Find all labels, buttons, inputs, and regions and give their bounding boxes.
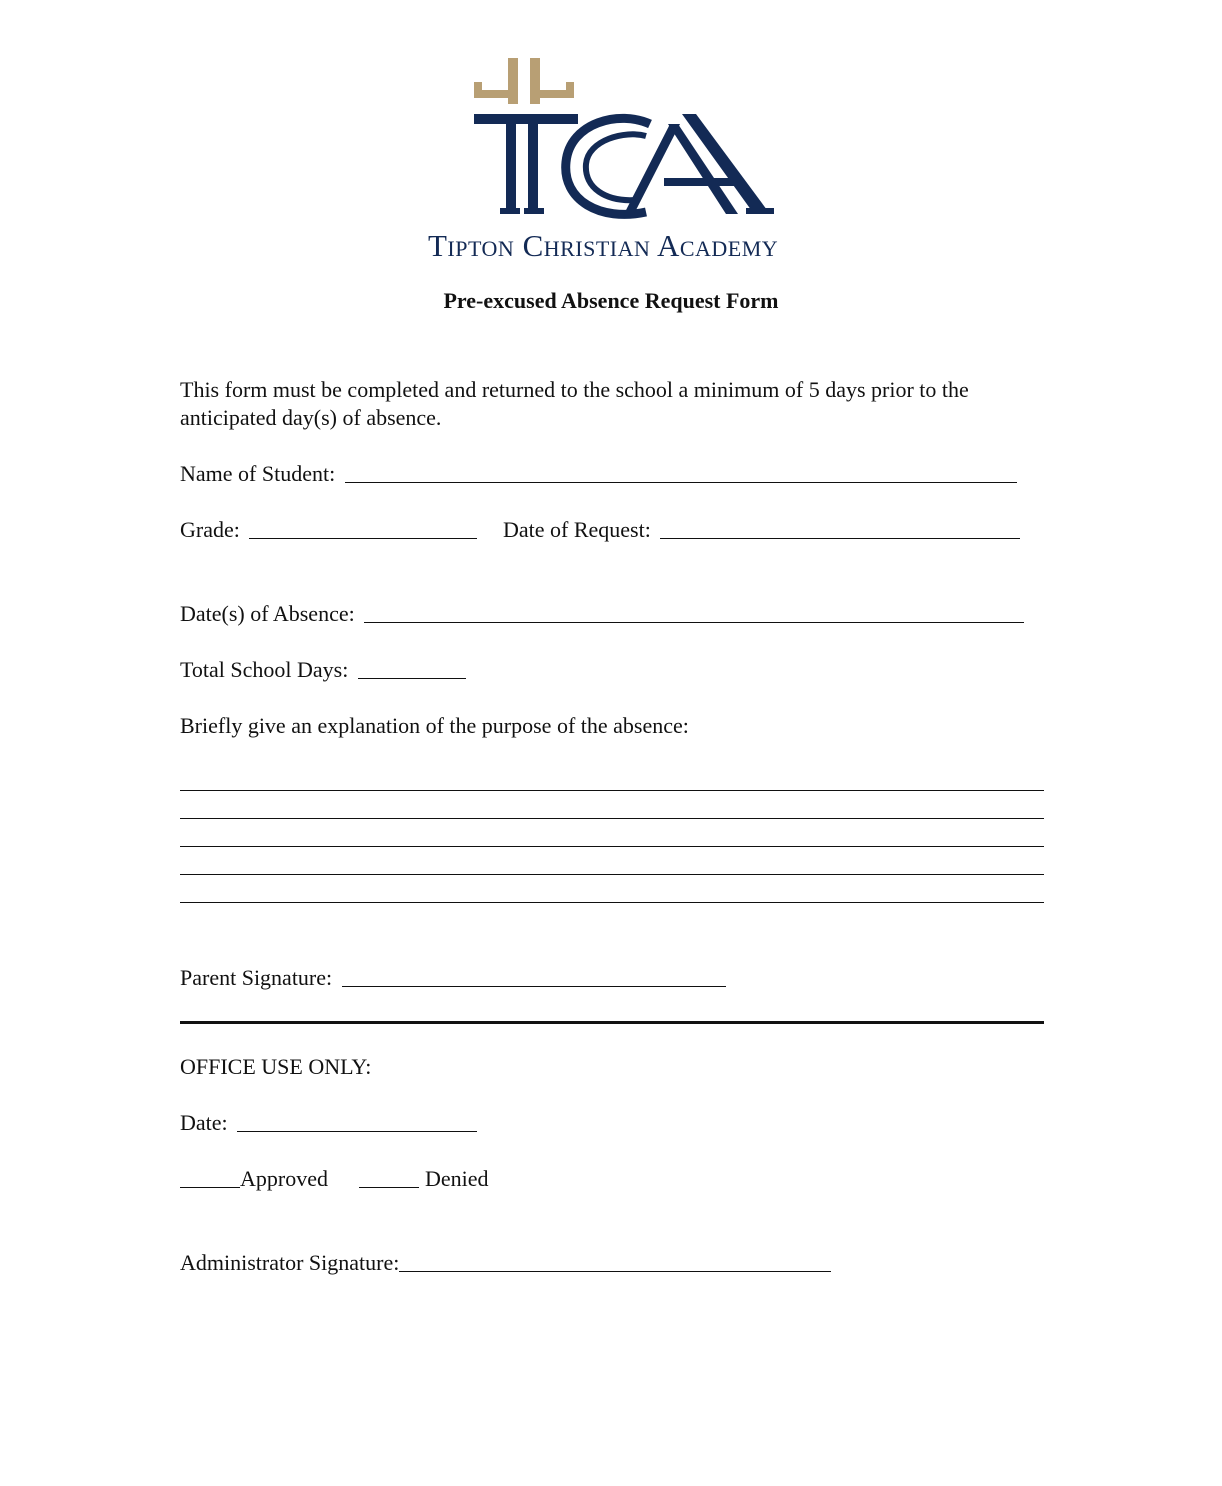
form-title: Pre-excused Absence Request Form [443,288,779,313]
total-days-row [180,656,466,684]
total-days-field[interactable] [358,658,466,679]
decision-row [180,1165,489,1193]
parent-signature-field[interactable] [342,966,726,987]
admin-signature-row [180,1249,831,1277]
explanation-label: Briefly give an explanation of the purpose of the absence: [180,713,689,738]
denied-label: Denied [424,1166,489,1191]
parent-signature-row [180,964,726,992]
dates-absence-label: Date(s) of Absence: [180,601,355,626]
office-date-row [180,1109,477,1137]
explanation-line[interactable] [180,874,1044,875]
dates-absence-row [180,600,1024,628]
explanation-line[interactable] [180,846,1044,847]
date-request-row [503,516,1020,544]
student-name-label: Name of Student: [180,461,336,486]
grade-field[interactable] [249,518,477,539]
total-days-label: Total School Days: [180,657,349,682]
student-name-field[interactable] [345,462,1017,483]
grade-row [180,516,477,544]
cross-icon [474,58,574,104]
office-date-label: Date: [180,1110,228,1135]
dates-absence-field[interactable] [364,602,1024,623]
date-request-label: Date of Request: [503,517,651,542]
admin-signature-label: Administrator Signature: [180,1250,400,1275]
office-use-heading: OFFICE USE ONLY: [180,1054,372,1079]
approved-checkbox[interactable] [180,1167,240,1188]
explanation-line[interactable] [180,902,1044,903]
grade-label: Grade: [180,517,240,542]
explanation-line[interactable] [180,818,1044,819]
student-name-row [180,460,1017,488]
office-date-field[interactable] [237,1111,477,1132]
school-name: Tipton Christian Academy [428,228,779,263]
date-request-field[interactable] [660,518,1020,539]
intro-text: This form must be completed and returned to the school a minimum of 5 days prior to the anticipated day(s) of absence. [180,377,969,430]
explanation-line[interactable] [180,790,1044,791]
approved-label: Approved [240,1166,328,1191]
tca-monogram [420,50,830,230]
admin-signature-field[interactable] [399,1251,831,1272]
parent-signature-label: Parent Signature: [180,965,333,990]
denied-checkbox[interactable] [359,1167,419,1188]
section-divider [180,1021,1044,1024]
